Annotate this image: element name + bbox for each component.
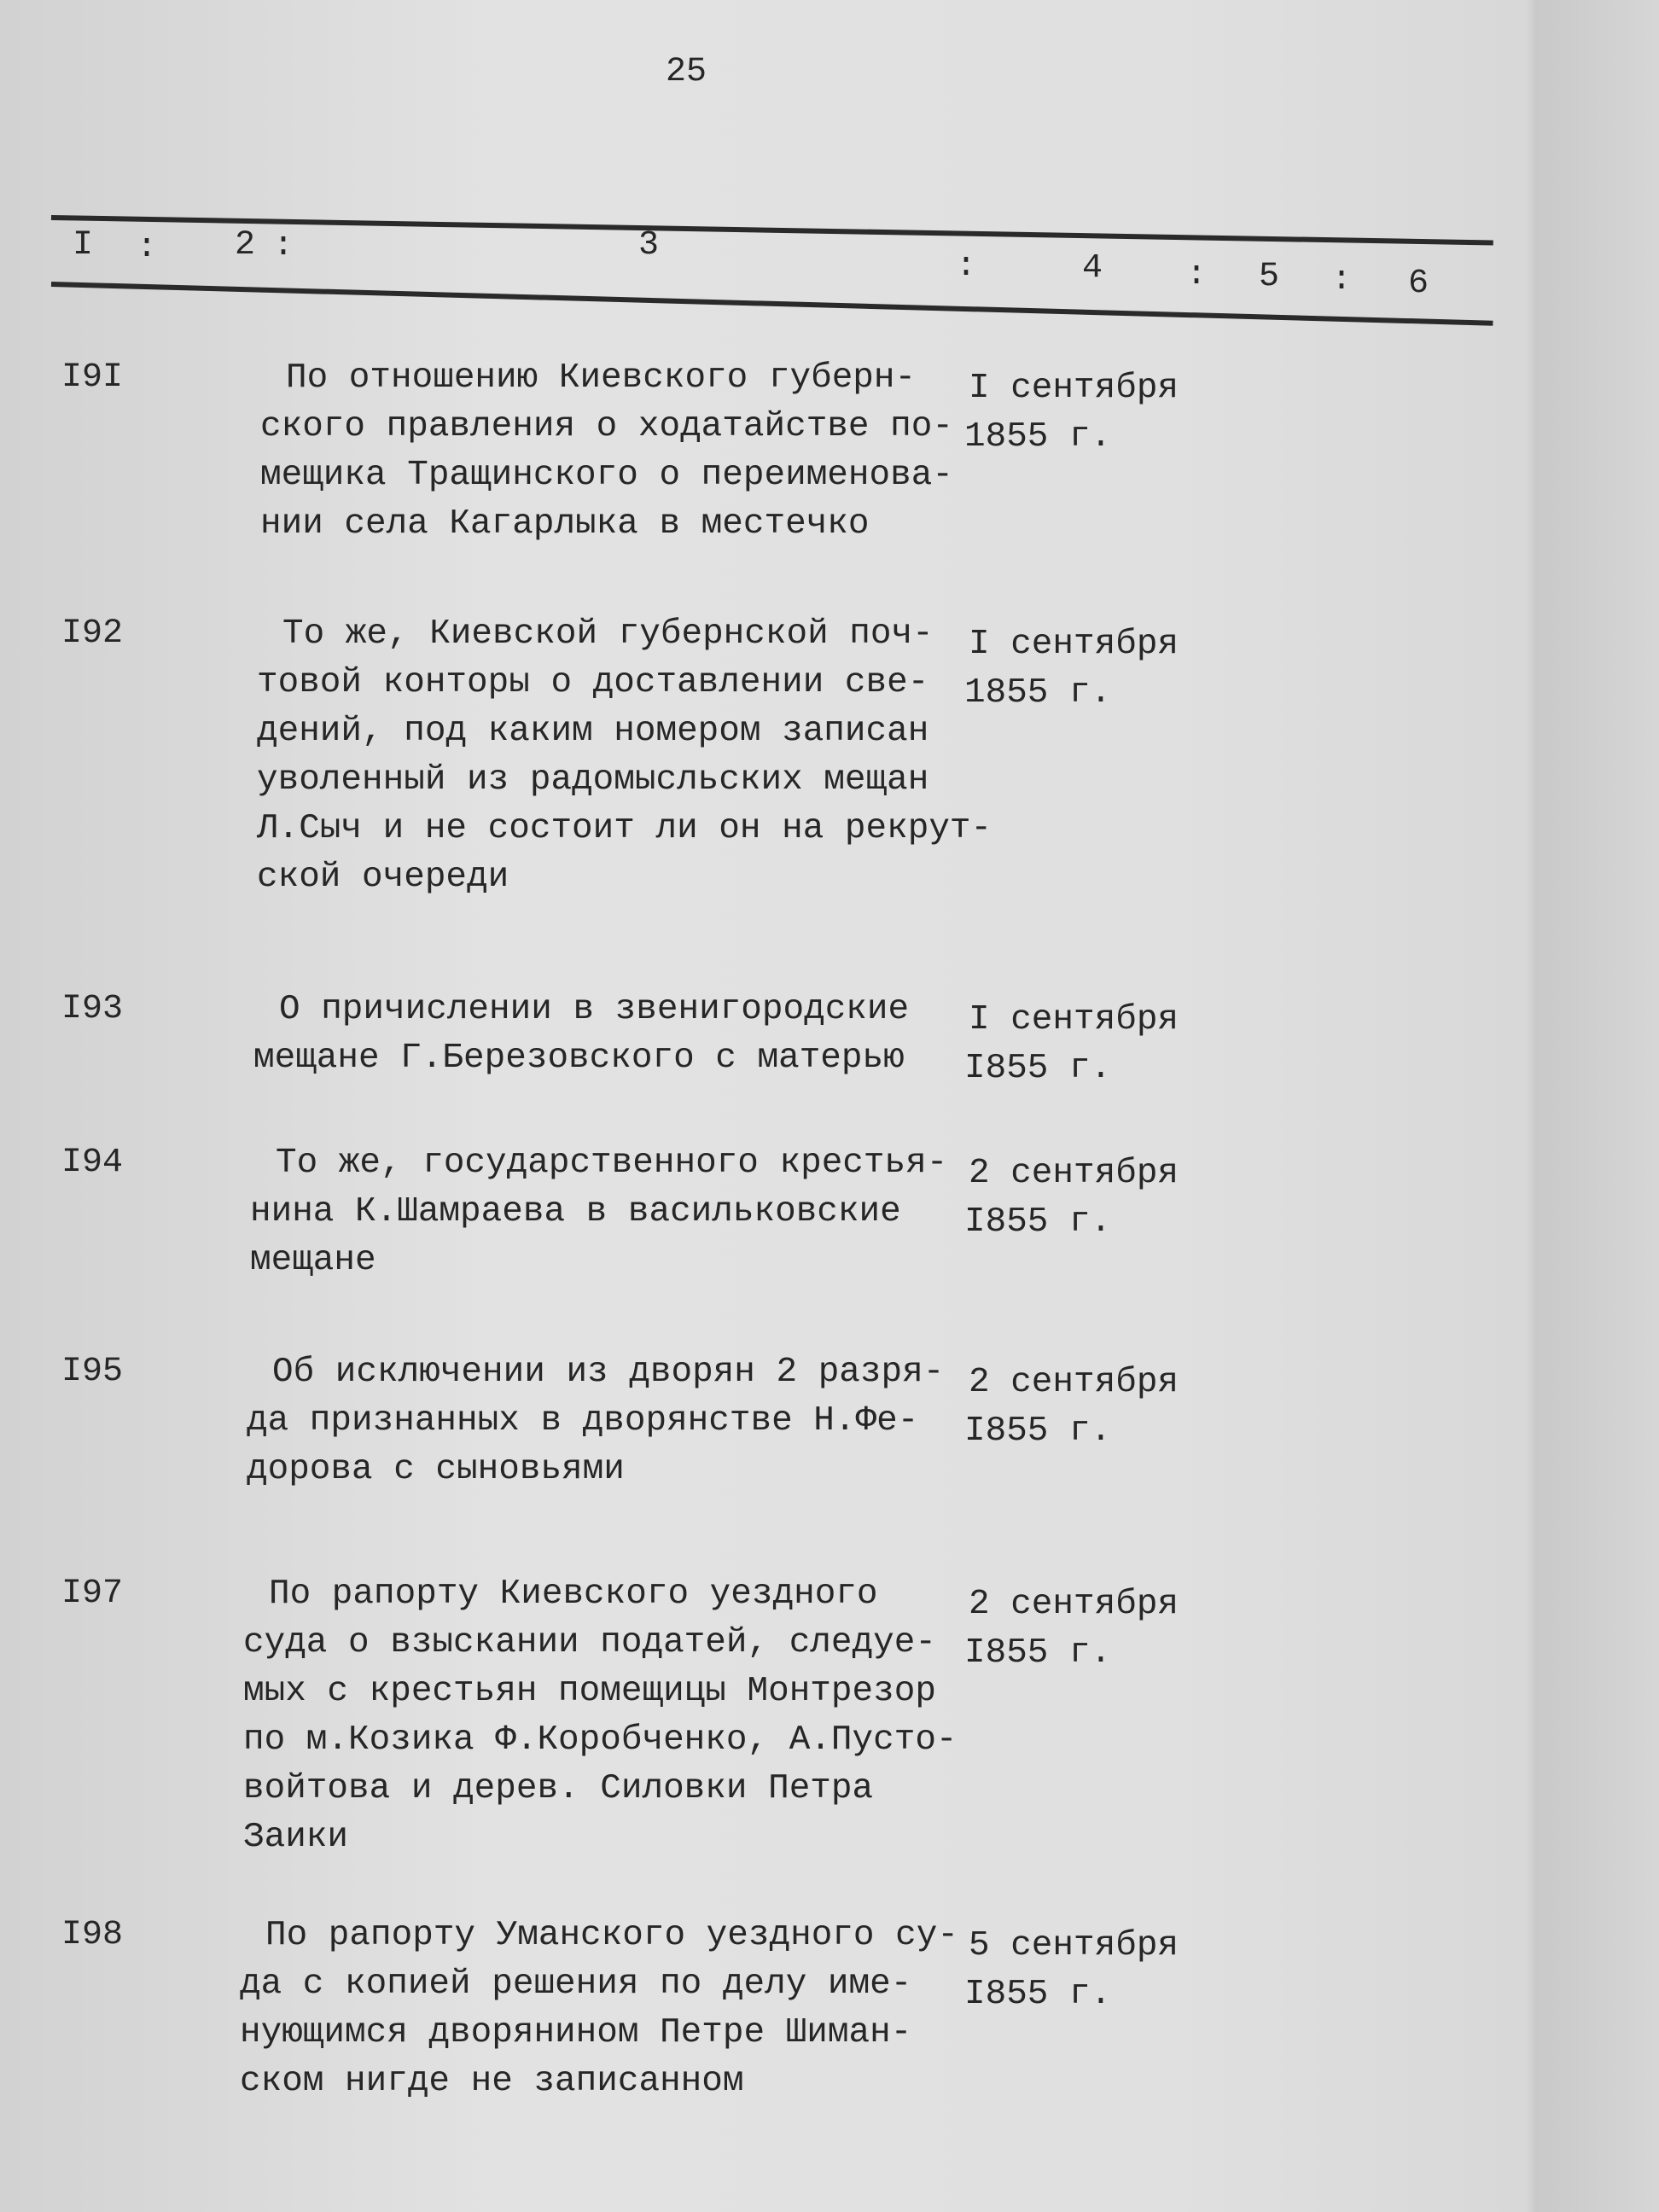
entry-description-line: О причислении в звенигородские bbox=[279, 990, 910, 1029]
entry-description-line: По отношению Киевского губерн- bbox=[286, 358, 917, 398]
entry-date: 2 сентября bbox=[969, 1154, 1179, 1193]
entry-description-line: Заики bbox=[243, 1818, 349, 1857]
entry-description-line: По рапорту Уманского уездного су- bbox=[265, 1916, 958, 1955]
entry-description-line: ской очереди bbox=[257, 858, 509, 897]
col-sep: : bbox=[1186, 256, 1208, 294]
entry-description-line: ском нигде не записанном bbox=[240, 2062, 744, 2101]
col-header-5: 5 bbox=[1259, 258, 1280, 296]
entry-description-line: мещика Тращинского о переименова- bbox=[260, 456, 953, 495]
col-sep: : bbox=[1331, 261, 1353, 300]
col-header-2: 2 bbox=[235, 226, 256, 265]
entry-description-line: ского правления о ходатайстве по- bbox=[260, 407, 953, 446]
entry-description-line: То же, Киевской губернской поч- bbox=[282, 614, 934, 654]
entry-description-line: Л.Сыч и не состоит ли он на рекрут- bbox=[257, 809, 992, 848]
entry-date: I855 г. bbox=[964, 1975, 1112, 2014]
entry-description-line: да с копией решения по делу име- bbox=[240, 1965, 912, 2004]
entry-date: 1855 г. bbox=[964, 417, 1112, 457]
entry-description-line: по м.Козика Ф.Коробченко, А.Пусто- bbox=[243, 1720, 958, 1760]
entry-description-line: мещане bbox=[250, 1241, 376, 1280]
header-top-rule bbox=[51, 215, 1493, 245]
entry-date: I сентября bbox=[969, 625, 1179, 664]
page-number: 25 bbox=[666, 53, 707, 91]
entry-date: 5 сентября bbox=[969, 1926, 1179, 1965]
entry-description-line: да признанных в дворянстве Н.Фе- bbox=[247, 1401, 919, 1441]
col-sep: : bbox=[137, 229, 158, 267]
entry-date: I сентября bbox=[969, 369, 1179, 408]
entry-date: I855 г. bbox=[964, 1202, 1112, 1242]
entry-number: I98 bbox=[61, 1916, 124, 1954]
entry-number: I9I bbox=[61, 358, 124, 397]
entry-description-line: Об исключении из дворян 2 разря- bbox=[272, 1353, 945, 1392]
entry-description-line: мещане Г.Березовского с матерью bbox=[253, 1039, 905, 1078]
col-header-1: I bbox=[73, 226, 94, 265]
entry-description-line: мых с крестьян помещицы Монтрезор bbox=[243, 1672, 936, 1711]
col-header-3: 3 bbox=[638, 226, 660, 265]
entry-date: I855 г. bbox=[964, 1049, 1112, 1088]
entry-number: I94 bbox=[61, 1144, 124, 1182]
col-sep: : bbox=[956, 247, 977, 286]
entry-description-line: нии села Кагарлыка в местечко bbox=[260, 504, 870, 544]
col-header-6: 6 bbox=[1408, 265, 1429, 303]
entry-description-line: нина К.Шамраева в васильковские bbox=[250, 1192, 901, 1231]
entry-date: 2 сентября bbox=[969, 1363, 1179, 1402]
entry-date: I сентября bbox=[969, 1000, 1179, 1039]
entry-description-line: нующимся дворянином Петре Шиман- bbox=[240, 2013, 912, 2052]
entry-description-line: товой конторы о доставлении све- bbox=[257, 663, 929, 702]
col-sep: : bbox=[273, 227, 294, 265]
entry-description-line: уволенный из радомысльских мещан bbox=[257, 760, 929, 800]
entry-description-line: По рапорту Киевского уездного bbox=[269, 1575, 878, 1614]
entry-description-line: То же, государственного крестья- bbox=[276, 1144, 948, 1183]
entry-number: I97 bbox=[61, 1575, 124, 1613]
entry-description-line: суда о взыскании податей, следуе- bbox=[243, 1623, 936, 1662]
entry-date: I855 г. bbox=[964, 1633, 1112, 1673]
entry-date: 1855 г. bbox=[964, 673, 1112, 713]
entry-description-line: дений, под каким номером записан bbox=[257, 712, 929, 751]
col-header-4: 4 bbox=[1082, 249, 1103, 288]
entry-number: I92 bbox=[61, 614, 124, 653]
entry-description-line: дорова с сыновьями bbox=[247, 1450, 625, 1489]
entry-date: I855 г. bbox=[964, 1412, 1112, 1451]
entry-date: 2 сентября bbox=[969, 1585, 1179, 1624]
entry-number: I95 bbox=[61, 1353, 124, 1391]
entry-number: I93 bbox=[61, 990, 124, 1028]
entry-description-line: войтова и дерев. Силовки Петра bbox=[243, 1769, 874, 1808]
